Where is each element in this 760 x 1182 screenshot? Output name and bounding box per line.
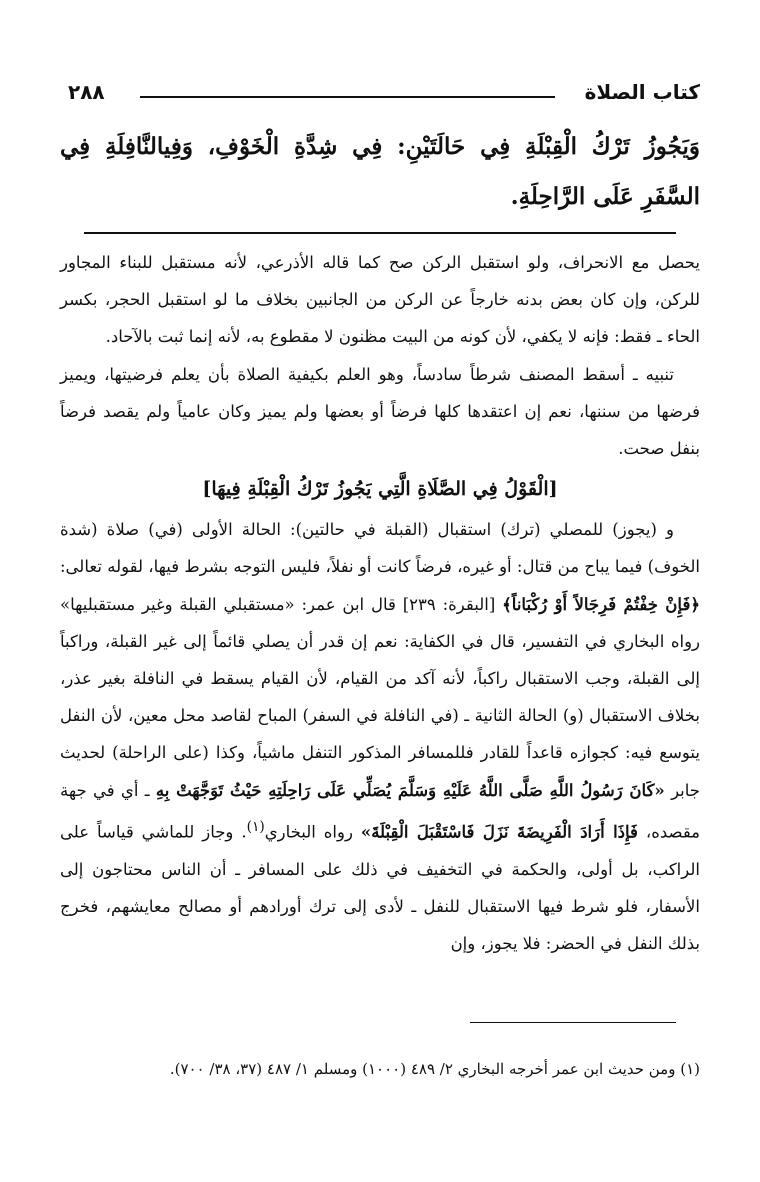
footnote-marker: (١) [246, 818, 265, 835]
commentary [60, 244, 700, 962]
p3-segment-5: . وجاز للماشي قياساً على الراكب، بل أولى، والحكمة في التخفيف في ذلك على المسافر ـ أن الناس محتاجون إلى الأسفار، فلو شرط فيها الاستقبال للنفل ـ لأدى إلى ترك أورادهم أو مصالح معايشهم، فخرج بذلك النفل في الحضر: فلا يجوز، وإن [60, 822, 700, 953]
header-rule [140, 96, 555, 98]
hadith-quote-2: فَإِذَا أَرَادَ الْفَرِيضَةَ نَزَلَ فَاسْتَقْبَلَ الْقِبْلَةَ» [360, 822, 638, 842]
commentary-paragraph-2: تنبيه ـ أسقط المصنف شرطاً سادساً، وهو العلم بكيفية الصلاة بأن يعلم فرضيتها، ويميز فرضها من سننها، نعم إن اعتقدها كلها فرضاً أو بعضها ولم يميز وكان عامياً ولم يقصد فرضاً بنفل صحت. [60, 364, 700, 459]
matn-text: وَيَجُوزُ تَرْكُ الْقِبْلَةِ فِي حَالَتَيْنِ: فِي شِدَّةِ الْخَوْفِ، وَفِيالنَّافِلَةِ فِي السَّفَرِ عَلَى الرَّاحِلَةِ. [60, 133, 700, 210]
running-title: كتاب الصلاة [584, 80, 700, 104]
hadith-quote-1: «كَانَ رَسُولُ اللَّهِ صَلَّى اللَّهُ عَلَيْهِ وَسَلَّمَ يُصَلِّي عَلَى رَاحِلَتِهِ حَيْثُ تَوَجَّهَتْ بِهِ [155, 780, 665, 800]
p3-segment-3: ـ أي في جهة مقصده، [60, 780, 701, 842]
page-header [60, 76, 700, 116]
commentary-paragraph-3 [60, 511, 700, 962]
p3-segment-1: و (يجوز) للمصلي (ترك) استقبال (القبلة في حالتين): الحالة الأولى (في) صلاة (شدة الخوف) فيما يباح من قتال: أو غيره، فرضاً كانت أو نفلاً، فليس التوجه بشرط فيها، لقوله تعالى: [60, 520, 700, 577]
section-heading: [الْقَوْلُ فِي الصَّلَاةِ الَّتِي يَجُوزُ تَرْكُ الْقِبْلَةِ فِيهَا] [202, 478, 558, 501]
footnote-rule [470, 1022, 676, 1023]
page-number: ٢٨٨ [68, 80, 105, 104]
p3-segment-2: [البقرة: ٢٣٩] قال ابن عمر: «مستقبلي القبلة وغير مستقبليها» رواه البخاري في التفسير، قال في الكفاية: نعم إن قدر أن يصلي قائماً إلى غير القبلة، وراكباً إلى القبلة، وجب الاستقبال راكباً، لأنه آكد من القيام، لأن القيام يسقط في النافلة بغير عذر، بخلاف الاستقبال (و) الحالة الثانية ـ (في النافلة في السفر) المباح لقاصد محل معين، لأن النفل يتوسع فيه: كجوازه قاعداً للقادر فللمسافر المذكور التنفل ماشياً، وكذا (على الراحلة) لحديث جابر [60, 594, 700, 800]
commentary-paragraph-1: يحصل مع الانحراف، ولو استقبل الركن صح كما قاله الأذرعي، لأنه مستقبل للبناء المجاور للركن، وإن كان بعض بدنه خارجاً عن الركن من الجانبين بخلاف ما لو استقبل الحجر، بكسر الحاء ـ فقط: فإنه لا يكفي، لأن كونه من البيت مظنون لا مقطوع به، لأنه إنما ثبت بالآحاد. [60, 253, 700, 347]
quran-verse: ﴿فَإِنْ خِفْتُمْ فَرِجَالاً أَوْ رُكْبَاناً﴾ [502, 594, 700, 614]
p3-segment-4: رواه البخاري [264, 822, 353, 842]
matn-divider [84, 232, 676, 234]
footnote: (١) ومن حديث ابن عمر أخرجه البخاري ٢/ ٤٨٩ (١٠٠٠) ومسلم ١/ ٤٨٧ (٣٧، ٣٨/ ٧٠٠). [169, 1060, 700, 1078]
